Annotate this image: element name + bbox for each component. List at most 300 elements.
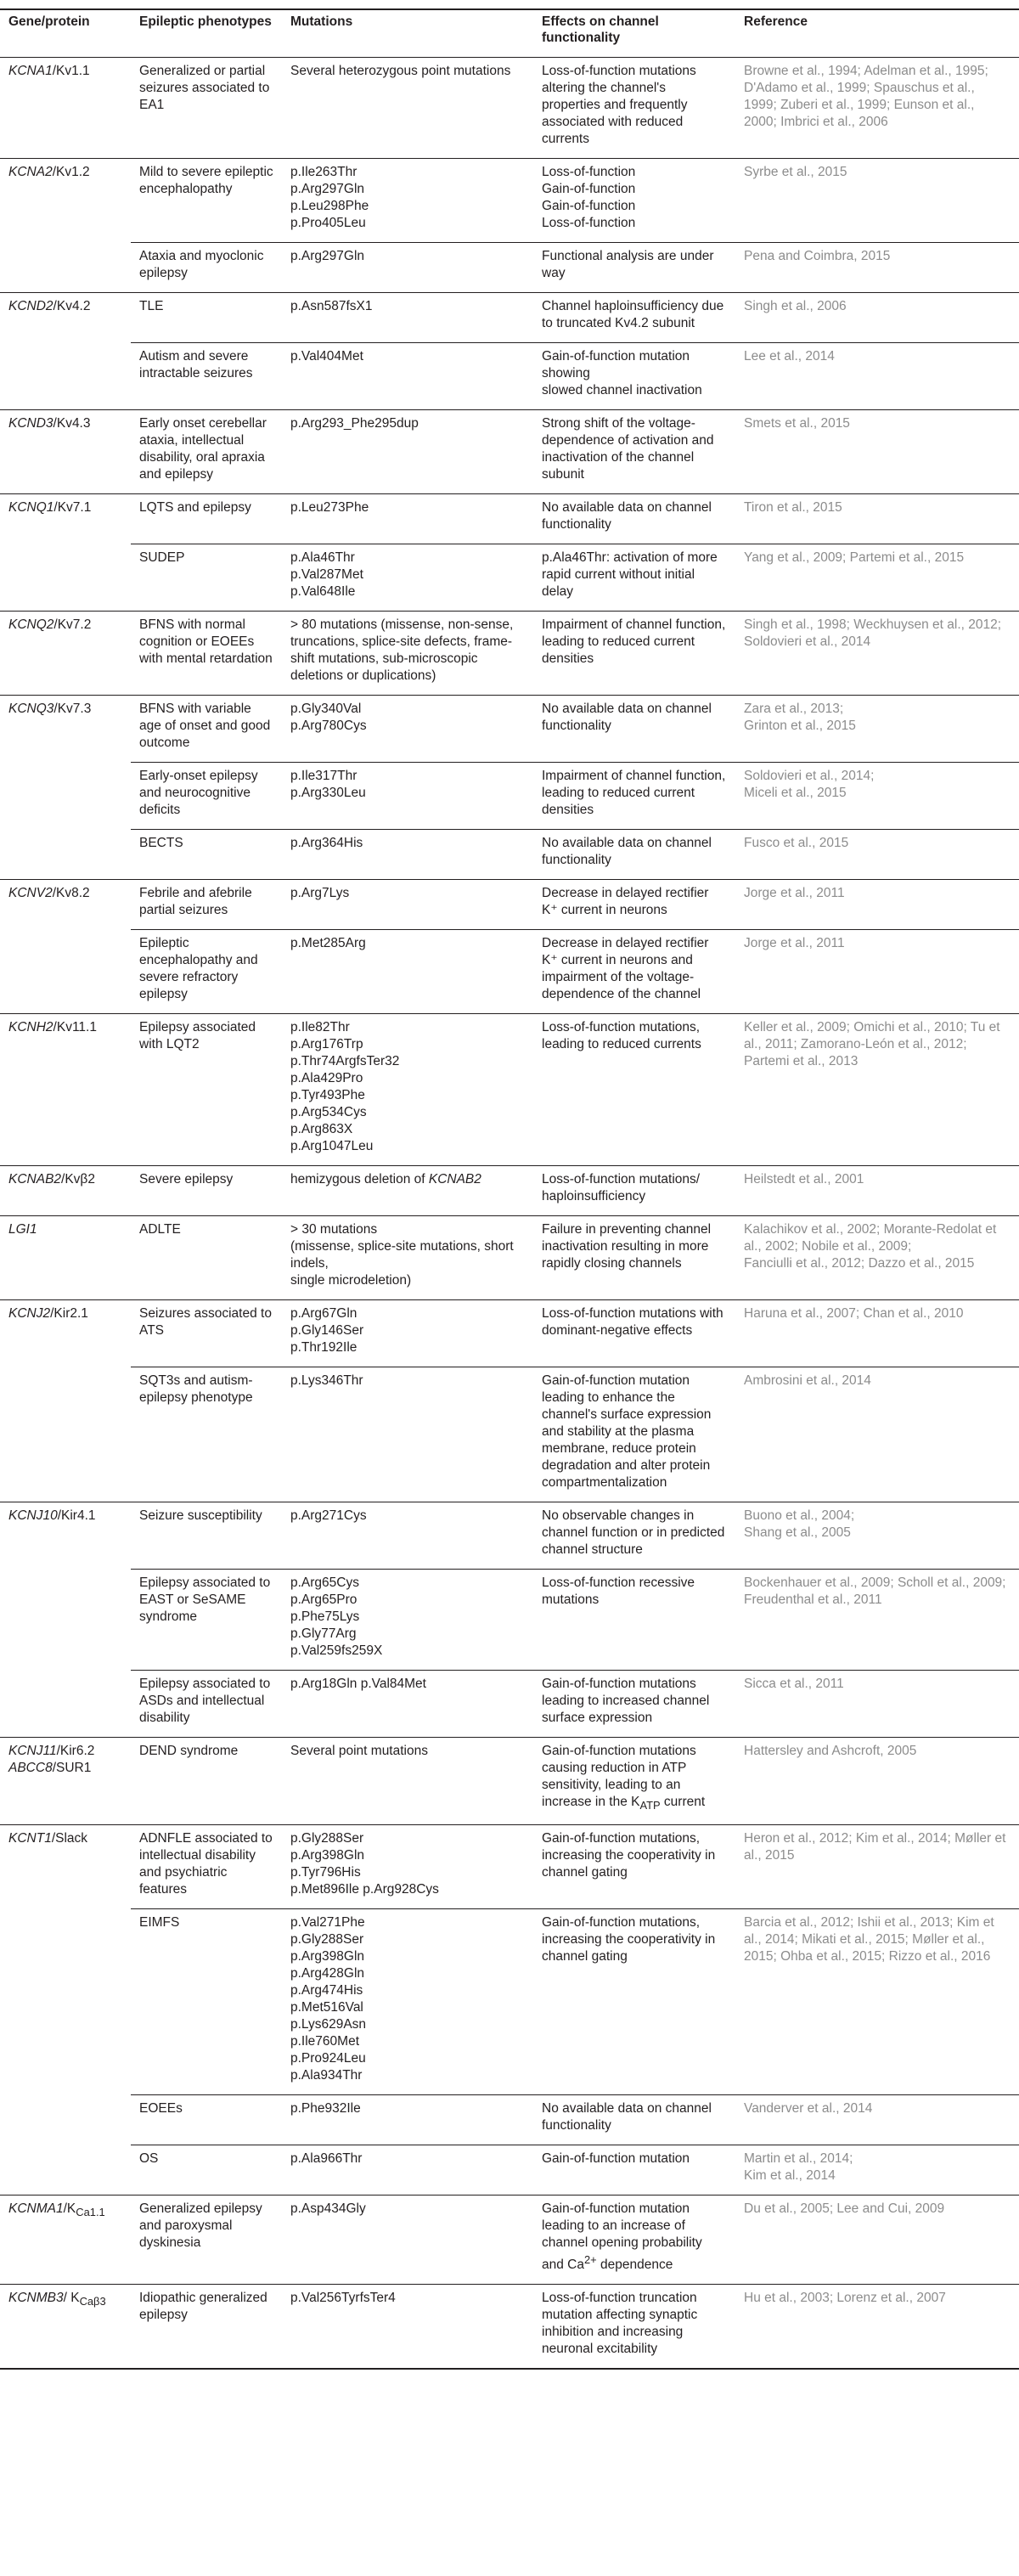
phenotype-cell	[131, 58, 282, 159]
phenotype-text: Epilepsy associated to EAST or SeSAME syndrome	[139, 1575, 271, 1624]
mutations-cell	[282, 2145, 533, 2196]
phenotype-text: Generalized epilepsy and paroxysmal dyskinesia	[139, 2201, 262, 2251]
table-row	[0, 1909, 1019, 2095]
mutations-cell	[282, 410, 533, 494]
gene-cell	[0, 612, 131, 696]
table-body	[0, 58, 1019, 2370]
effects-cell	[533, 410, 735, 494]
effects-cell	[533, 1570, 735, 1671]
reference-cell	[735, 880, 1019, 930]
phenotype-cell	[131, 1825, 282, 1909]
mutation-text: p.Met285Arg	[290, 936, 366, 950]
mutation-text: p.Arg297Gln	[290, 182, 365, 196]
reference-cell	[735, 1825, 1019, 1909]
reference-cell	[735, 1502, 1019, 1570]
effects-cell	[533, 696, 735, 763]
effects-text: Gain-of-function	[542, 199, 636, 213]
mutation-text: p.Ile263Thr	[290, 165, 357, 179]
table-row	[0, 1300, 1019, 1367]
reference-cell	[735, 1367, 1019, 1502]
phenotype-cell	[131, 2285, 282, 2370]
effects-text: Channel haploinsufficiency due to truncated Kv4.2 subunit	[542, 299, 724, 330]
phenotype-cell	[131, 1502, 282, 1570]
gene-name: KCNJ2	[8, 1306, 51, 1321]
reference-text: Singh et al., 1998; Weckhuysen et al., 2012; Soldovieri et al., 2014	[744, 617, 1002, 649]
mutation-text: p.Arg1047Leu	[290, 1139, 374, 1153]
reference-text: Hattersley and Ashcroft, 2005	[744, 1744, 917, 1758]
effects-text: Loss-of-function recessive mutations	[542, 1575, 695, 1607]
effects-text: Decrease in delayed rectifier K⁺ current in neurons	[542, 886, 709, 917]
phenotype-text: ADNFLE associated to intellectual disability and psychiatric features	[139, 1831, 273, 1897]
gene-name: KCNH2	[8, 1020, 53, 1034]
reference-cell	[735, 343, 1019, 410]
effects-cell	[533, 2285, 735, 2370]
phenotype-cell	[131, 1909, 282, 2095]
mutation-text: p.Pro405Leu	[290, 216, 366, 230]
reference-cell	[735, 1216, 1019, 1300]
reference-cell	[735, 2285, 1019, 2370]
reference-cell	[735, 544, 1019, 612]
mutation-text: > 30 mutations	[290, 1222, 378, 1237]
phenotype-text: EIMFS	[139, 1915, 180, 1931]
reference-cell	[735, 830, 1019, 880]
phenotype-cell	[131, 696, 282, 763]
table-row	[0, 2145, 1019, 2196]
effects-text: Gain-of-function mutation leading to an increase of channel opening probability and Ca	[542, 2201, 702, 2273]
reference-cell	[735, 763, 1019, 830]
table-row	[0, 544, 1019, 612]
effects-text: slowed channel inactivation	[542, 383, 702, 397]
mutations-cell	[282, 1014, 533, 1166]
mutations-cell	[282, 293, 533, 343]
phenotype-cell	[131, 159, 282, 243]
header-reference: Reference	[735, 9, 1019, 58]
reference-text: Kim et al., 2014	[744, 2168, 836, 2184]
mutation-text: p.Gly340Val	[290, 702, 362, 716]
phenotype-text: LQTS and epilepsy	[139, 500, 251, 515]
gene-cell	[0, 2196, 131, 2285]
mutation-text: p.Ile760Met	[290, 2034, 359, 2049]
mutations-cell	[282, 1671, 533, 1738]
gene-cell	[0, 1166, 131, 1216]
phenotype-text: Generalized or partial seizures associated to EA1	[139, 64, 270, 112]
effects-cell	[533, 930, 735, 1014]
table-row	[0, 2196, 1019, 2285]
mutation-text: p.Arg398Gln	[290, 1949, 365, 1964]
mutation-text: p.Phe75Lys	[290, 1609, 360, 1624]
reference-cell	[735, 58, 1019, 159]
reference-text: Tiron et al., 2015	[744, 500, 842, 515]
table-row	[0, 930, 1019, 1014]
phenotype-text: Epilepsy associated with LQT2	[139, 1020, 256, 1051]
reference-cell	[735, 1738, 1019, 1825]
reference-cell	[735, 1909, 1019, 2095]
gene-name: KCNMB3	[8, 2291, 64, 2306]
gene-cell	[0, 1216, 131, 1300]
protein-name: /Kir2.1	[50, 1306, 88, 1321]
mutations-cell	[282, 343, 533, 410]
mutation-text: p.Gly77Arg	[290, 1626, 357, 1641]
effects-text: Decrease in delayed rectifier K⁺ current in neurons and impairment of the voltage-dependence of the channel	[542, 936, 709, 1001]
phenotype-text: BFNS with variable age of onset and good outcome	[139, 702, 271, 750]
reference-text: Ambrosini et al., 2014	[744, 1373, 871, 1388]
mutation-text: p.Ile82Thr	[290, 1020, 350, 1034]
table-row	[0, 696, 1019, 763]
table-row	[0, 830, 1019, 880]
reference-text: Pena and Coimbra, 2015	[744, 249, 891, 263]
mutation-text: p.Arg65Pro	[290, 1592, 357, 1607]
table-row	[0, 159, 1019, 243]
effects-cell	[533, 1502, 735, 1570]
gene-cell	[0, 58, 131, 159]
reference-cell	[735, 612, 1019, 696]
mutation-text: p.Val259fs259X	[290, 1643, 383, 1658]
phenotype-text: Early onset cerebellar ataxia, intellectual disability, oral apraxia and epilepsy	[139, 416, 267, 482]
table-row	[0, 1216, 1019, 1300]
effects-cell	[533, 1909, 735, 2095]
table-row	[0, 293, 1019, 343]
phenotype-cell	[131, 1738, 282, 1825]
phenotype-cell	[131, 343, 282, 410]
mutation-text: hemizygous deletion of KCNAB2	[290, 1172, 481, 1187]
effects-text: Loss-of-function mutations altering the channel's properties and frequently associated with reduced currents	[542, 64, 696, 146]
phenotype-cell	[131, 494, 282, 544]
protein-name: /Kv1.2	[52, 165, 90, 179]
phenotype-cell	[131, 1300, 282, 1367]
protein-name: /K	[63, 2201, 76, 2217]
protein-name: /Slack	[51, 1831, 88, 1846]
table-row	[0, 763, 1019, 830]
mutation-text: p.Thr192Ile	[290, 1340, 357, 1355]
effects-cell	[533, 2196, 735, 2285]
mutation-text: p.Gly288Ser	[290, 1831, 364, 1846]
mutation-text: p.Arg65Cys	[290, 1575, 359, 1590]
gene-cell	[0, 1014, 131, 1166]
effects-text: current	[660, 1795, 706, 1809]
gene-name: KCNA1	[8, 64, 53, 78]
mutation-text: p.Arg780Cys	[290, 719, 367, 733]
reference-text: Zara et al., 2013;	[744, 702, 844, 716]
reference-text: Lee et al., 2014	[744, 349, 835, 364]
gene-name: KCNV2	[8, 886, 53, 900]
effects-script: 2+	[583, 2253, 597, 2267]
mutations-cell	[282, 58, 533, 159]
mutation-text: p.Val271Phe	[290, 1915, 365, 1931]
mutation-text: p.Ala966Thr	[290, 2151, 363, 2167]
reference-cell	[735, 1300, 1019, 1367]
phenotype-text: Mild to severe epileptic encephalopathy	[139, 165, 273, 196]
reference-text: Barcia et al., 2012; Ishii et al., 2013; Kim et al., 2014; Mikati et al., 2015; Møller et al., 2015; Ohba et al., 2015; Rizzo et al., 2016	[744, 1915, 994, 1964]
protein-name: /Kir6.2	[56, 1744, 95, 1758]
effects-text: No available data on channel functionality	[542, 836, 712, 867]
reference-cell	[735, 1014, 1019, 1166]
effects-text: Functional analysis are under way	[542, 249, 714, 280]
reference-cell	[735, 1570, 1019, 1671]
phenotype-text: Idiopathic generalized epilepsy	[139, 2291, 267, 2323]
mutations-cell	[282, 1738, 533, 1825]
effects-text: Loss-of-function mutations/ haploinsufficiency	[542, 1172, 701, 1203]
effects-cell	[533, 1738, 735, 1825]
table-row	[0, 1367, 1019, 1502]
mutation-text: p.Ile317Thr	[290, 769, 357, 783]
phenotype-cell	[131, 1570, 282, 1671]
mutation-text: p.Pro924Leu	[290, 2051, 366, 2066]
mutations-cell	[282, 696, 533, 763]
table-row	[0, 494, 1019, 544]
gene-name: KCNJ10	[8, 1508, 58, 1523]
effects-cell	[533, 1166, 735, 1216]
reference-text: Soldovieri et al., 2014;	[744, 769, 875, 783]
mutations-cell	[282, 1367, 533, 1502]
effects-text: Gain-of-function	[542, 182, 636, 196]
phenotype-text: OS	[139, 2151, 159, 2167]
effects-cell	[533, 293, 735, 343]
table-row	[0, 1825, 1019, 1909]
mutations-cell	[282, 830, 533, 880]
reference-text: Du et al., 2005; Lee and Cui, 2009	[744, 2201, 945, 2217]
phenotype-cell	[131, 930, 282, 1014]
reference-text: Miceli et al., 2015	[744, 786, 847, 800]
mutations-cell	[282, 612, 533, 696]
header-phenotypes: Epileptic phenotypes	[131, 9, 282, 58]
gene-name: KCNMA1	[8, 2201, 64, 2217]
phenotype-text: BECTS	[139, 836, 183, 850]
mutations-cell	[282, 1216, 533, 1300]
reference-text: Vanderver et al., 2014	[744, 2101, 873, 2117]
mutations-cell	[282, 2095, 533, 2145]
phenotype-text: Epileptic encephalopathy and severe refractory epilepsy	[139, 936, 258, 1001]
mutations-cell	[282, 1909, 533, 2095]
table-row	[0, 58, 1019, 159]
phenotype-cell	[131, 763, 282, 830]
protein-name: /Kv7.3	[53, 702, 92, 716]
mutations-cell	[282, 544, 533, 612]
gene-name: KCNQ2	[8, 617, 54, 632]
effects-cell	[533, 1671, 735, 1738]
table-row	[0, 1570, 1019, 1671]
table-row	[0, 1738, 1019, 1825]
phenotype-cell	[131, 1216, 282, 1300]
header-effects: Effects on channel functionality	[533, 9, 735, 58]
effects-text: Impairment of channel function, leading to reduced current densities	[542, 617, 726, 666]
mutation-text: p.Met896Ile p.Arg928Cys	[290, 1882, 439, 1897]
reference-text: Bockenhauer et al., 2009; Scholl et al., 2009; Freudenthal et al., 2011	[744, 1575, 1006, 1607]
mutation-text: p.Arg474His	[290, 1983, 363, 1998]
mutations-cell	[282, 930, 533, 1014]
mutations-cell	[282, 763, 533, 830]
phenotype-text: Ataxia and myoclonic epilepsy	[139, 249, 264, 280]
effects-cell	[533, 1014, 735, 1166]
protein-name: /SUR1	[52, 1761, 92, 1775]
mutations-cell	[282, 243, 533, 293]
effects-text: No observable changes in channel function or in predicted channel structure	[542, 1508, 725, 1557]
reference-text: Jorge et al., 2011	[744, 886, 845, 900]
mutations-cell	[282, 880, 533, 930]
mutations-cell	[282, 159, 533, 243]
protein-name: /Kv4.2	[53, 299, 91, 313]
effects-cell	[533, 544, 735, 612]
effects-script: ATP	[639, 1799, 661, 1812]
phenotype-cell	[131, 1166, 282, 1216]
effects-text: Loss-of-function mutations with dominant-negative effects	[542, 1306, 723, 1338]
gene-cell	[0, 696, 131, 880]
mutation-text: p.Arg18Gln p.Val84Met	[290, 1677, 426, 1691]
gene-cell	[0, 494, 131, 612]
header-gene: Gene/protein	[0, 9, 131, 58]
phenotype-cell	[131, 410, 282, 494]
mutations-cell	[282, 2196, 533, 2285]
gene-cell	[0, 2285, 131, 2370]
effects-cell	[533, 2095, 735, 2145]
mutation-text: p.Asp434Gly	[290, 2201, 366, 2217]
protein-name: /Kv7.1	[53, 500, 92, 515]
mutation-text: p.Arg330Leu	[290, 786, 366, 800]
reference-cell	[735, 1671, 1019, 1738]
effects-cell	[533, 58, 735, 159]
reference-text: Jorge et al., 2011	[744, 936, 845, 950]
effects-cell	[533, 343, 735, 410]
phenotype-cell	[131, 2145, 282, 2196]
effects-text: Gain-of-function mutation showing	[542, 349, 690, 380]
mutation-text: p.Lys629Asn	[290, 2017, 367, 2032]
reference-text: Heilstedt et al., 2001	[744, 1172, 864, 1187]
mutation-text: p.Ala934Thr	[290, 2068, 363, 2083]
reference-text: Grinton et al., 2015	[744, 719, 856, 733]
gene-name: KCNT1	[8, 1831, 52, 1846]
reference-cell	[735, 2196, 1019, 2285]
gene-cell	[0, 880, 131, 1014]
effects-text: Impairment of channel function, leading to reduced current densities	[542, 769, 726, 817]
reference-text: Haruna et al., 2007; Chan et al., 2010	[744, 1306, 964, 1321]
effects-cell	[533, 830, 735, 880]
mutations-cell	[282, 1570, 533, 1671]
phenotype-cell	[131, 2196, 282, 2285]
gene-cell	[0, 410, 131, 494]
reference-cell	[735, 293, 1019, 343]
mutation-text: p.Gly288Ser	[290, 1932, 364, 1948]
mutation-text: p.Ala46Thr	[290, 550, 355, 565]
table-row	[0, 243, 1019, 293]
phenotype-text: Seizures associated to ATS	[139, 1306, 272, 1338]
mutation-text: Several point mutations	[290, 1744, 428, 1758]
effects-text: Failure in preventing channel inactivation resulting in more rapidly closing channels	[542, 1222, 712, 1271]
mutation-text: p.Leu273Phe	[290, 500, 369, 515]
effects-text: Strong shift of the voltage-dependence of activation and inactivation of the channel subunit	[542, 416, 714, 482]
mutations-cell	[282, 1166, 533, 1216]
effects-text: Loss-of-function	[542, 216, 636, 230]
phenotype-text: Epilepsy associated to ASDs and intellectual disability	[139, 1677, 271, 1725]
phenotype-text: DEND syndrome	[139, 1744, 239, 1758]
mutation-text: p.Arg364His	[290, 836, 363, 850]
mutation-text: p.Ala429Pro	[290, 1071, 363, 1085]
table-row	[0, 1166, 1019, 1216]
mutation-text: p.Lys346Thr	[290, 1373, 363, 1388]
table-row	[0, 1671, 1019, 1738]
reference-text: Buono et al., 2004;	[744, 1508, 855, 1523]
effects-cell	[533, 159, 735, 243]
table-row	[0, 880, 1019, 930]
reference-text: Syrbe et al., 2015	[744, 165, 847, 179]
mutations-cell	[282, 494, 533, 544]
effects-text: Loss-of-function truncation mutation affecting synaptic inhibition and increasing neuronal excitability	[542, 2291, 698, 2357]
table-row	[0, 1014, 1019, 1166]
mutation-text: (missense, splice-site mutations, short indels,	[290, 1239, 514, 1271]
reference-text: Keller et al., 2009; Omichi et al., 2010; Tu et al., 2011; Zamorano-León et al., 2012; Partemi et al., 2013	[744, 1020, 1000, 1068]
mutation-text: single microdeletion)	[290, 1273, 412, 1288]
mutations-cell	[282, 1300, 533, 1367]
protein-name: /Kv8.2	[52, 886, 90, 900]
table-row	[0, 2285, 1019, 2370]
mutation-text: p.Phe932Ile	[290, 2101, 361, 2117]
mutation-text: p.Gly146Ser	[290, 1323, 364, 1338]
gene-cell	[0, 1300, 131, 1502]
effects-text: Gain-of-function mutations, increasing the cooperativity in channel gating	[542, 1831, 716, 1880]
phenotype-cell	[131, 880, 282, 930]
effects-text: No available data on channel functionality	[542, 702, 712, 733]
reference-text: Browne et al., 1994; Adelman et al., 1995; D'Adamo et al., 1999; Spauschus et al., 1999; Zuberi et al., 1999; Eunson et al., 2000; Imbrici et al., 2006	[744, 64, 988, 129]
phenotype-cell	[131, 830, 282, 880]
table-row	[0, 1502, 1019, 1570]
gene-cell	[0, 1502, 131, 1738]
effects-cell	[533, 494, 735, 544]
effects-text: Gain-of-function mutations leading to increased channel surface expression	[542, 1677, 710, 1725]
mutations-cell	[282, 1825, 533, 1909]
table-row	[0, 343, 1019, 410]
effects-cell	[533, 1367, 735, 1502]
gene-name: KCND3	[8, 416, 53, 431]
mutation-text: p.Arg428Gln	[290, 1966, 365, 1981]
effects-cell	[533, 243, 735, 293]
gene-name: KCNAB2	[8, 1172, 62, 1187]
reference-text: Hu et al., 2003; Lorenz et al., 2007	[744, 2291, 946, 2306]
reference-text: Shang et al., 2005	[744, 1525, 851, 1540]
protein-subscript: Caβ3	[79, 2295, 106, 2308]
gene-name: KCND2	[8, 299, 53, 313]
phenotype-cell	[131, 612, 282, 696]
header-row	[0, 9, 1019, 58]
protein-name: /Kv1.1	[52, 64, 90, 78]
protein-name: /Kv7.2	[53, 617, 92, 632]
phenotype-cell	[131, 293, 282, 343]
reference-cell	[735, 243, 1019, 293]
gene-cell	[0, 1738, 131, 1825]
protein-subscript: Ca1.1	[76, 2206, 105, 2219]
mutation-text: > 80 mutations (missense, non-sense, truncations, splice-site defects, frame-shift mutations, sub-microscopic deletions or duplications)	[290, 617, 514, 683]
mutation-text: p.Arg271Cys	[290, 1508, 367, 1523]
effects-text: p.Ala46Thr: activation of more rapid current without initial delay	[542, 550, 718, 599]
reference-text: Smets et al., 2015	[744, 416, 850, 431]
effects-cell	[533, 2145, 735, 2196]
mutation-text: p.Thr74ArgfsTer32	[290, 1054, 400, 1068]
effects-text: dependence	[596, 2258, 673, 2273]
phenotype-text: Early-onset epilepsy and neurocognitive deficits	[139, 769, 258, 817]
gene-name: KCNJ11	[8, 1744, 57, 1758]
reference-text: Fanciulli et al., 2012; Dazzo et al., 2015	[744, 1256, 975, 1271]
effects-text: Gain-of-function mutation	[542, 2151, 690, 2167]
effects-text: No available data on channel functionality	[542, 500, 712, 532]
reference-cell	[735, 2095, 1019, 2145]
gene-name: KCNQ1	[8, 500, 54, 515]
mutation-text: p.Val404Met	[290, 349, 363, 364]
effects-cell	[533, 1216, 735, 1300]
phenotype-cell	[131, 544, 282, 612]
mutation-text: p.Arg863X	[290, 1122, 353, 1136]
effects-text: Loss-of-function	[542, 165, 636, 179]
protein-name: /Kir4.1	[57, 1508, 96, 1523]
phenotype-text: SUDEP	[139, 550, 185, 565]
reference-cell	[735, 2145, 1019, 2196]
reference-text: Heron et al., 2012; Kim et al., 2014; Møller et al., 2015	[744, 1831, 1006, 1863]
